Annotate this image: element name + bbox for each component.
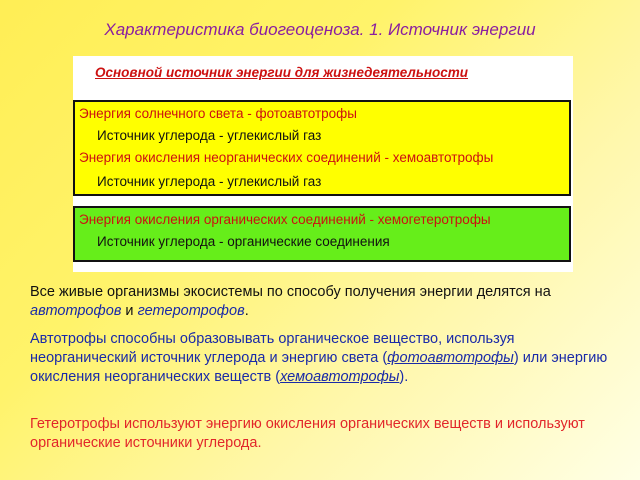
chemoheterotroph-carbon-line: Источник углерода - органические соединения <box>97 234 390 249</box>
term-autotrophs: автотрофов <box>30 303 122 319</box>
p1-text: Все живые организмы экосистемы по способу получения энергии делятся на <box>30 284 551 300</box>
p1-and: и <box>121 303 138 319</box>
term-photoautotrophs-link[interactable]: фотоавтотрофы <box>387 350 514 366</box>
photoautotroph-carbon-line: Источник углерода - углекислый газ <box>97 128 322 143</box>
term-heterotrophs: гетеротрофов <box>137 303 245 319</box>
p2-end: ). <box>399 369 409 385</box>
slide-title: Характеристика биогеоценоза. 1. Источник энергии <box>104 20 536 39</box>
chemoheterotroph-line: Энергия окисления органических соединений - хемогетеротрофы <box>79 212 491 227</box>
autotroph-box <box>73 100 571 196</box>
paragraph-heterotrophs: Гетеротрофы используют энергию окисления органических веществ и используют органические источники углерода. <box>30 416 585 451</box>
p2-text-2: ) или энергию окисления неорганических веществ ( <box>30 350 608 385</box>
heterotroph-box <box>73 206 571 262</box>
chemoautotroph-line: Энергия окисления неорганических соединений - хемоавтотрофы <box>79 150 494 165</box>
paragraph-classification <box>30 283 620 321</box>
p2-text: Автотрофы способны образовывать органическое вещество, используя неорганический источник углерода и энергию света ( <box>30 331 515 366</box>
diagram-heading: Основной источник энергии для жизнедеятельности <box>95 65 469 80</box>
paragraph-autotrophs <box>30 330 620 387</box>
term-chemoautotrophs-link[interactable]: хемоавтотрофы <box>280 369 400 385</box>
energy-source-diagram <box>73 56 573 272</box>
chemoautotroph-carbon-line: Источник углерода - углекислый газ <box>97 174 322 189</box>
photoautotroph-line: Энергия солнечного света - фотоавтотрофы <box>79 106 357 121</box>
p1-end: . <box>244 303 249 319</box>
